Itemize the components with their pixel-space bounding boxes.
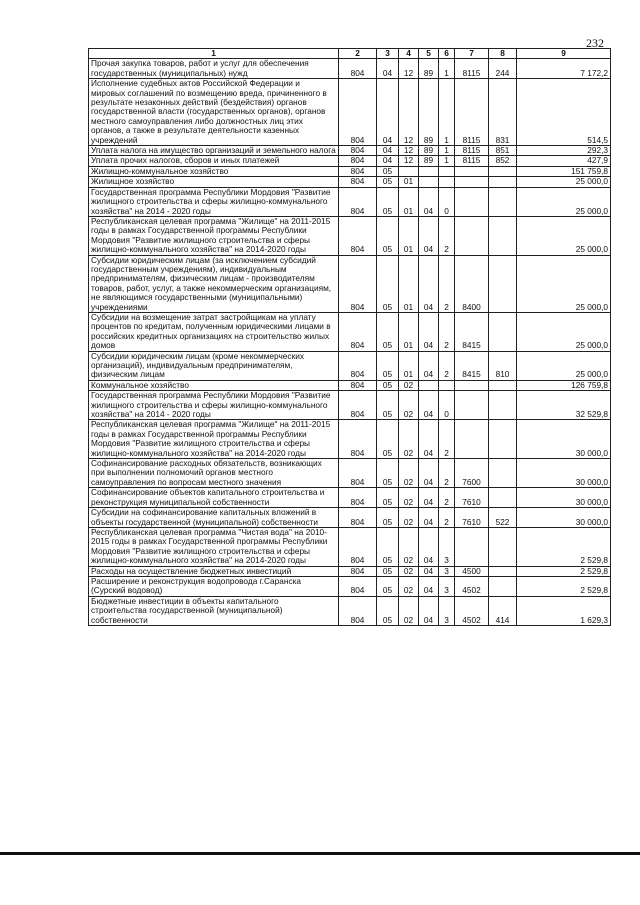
- row-code-expense-type: [489, 312, 517, 351]
- row-code-subsection: 02: [399, 508, 419, 528]
- row-code-subprogram: 3: [439, 576, 455, 596]
- row-code-section: 05: [377, 566, 399, 576]
- row-code-direction: [455, 380, 489, 390]
- row-sum: 2 529,8: [517, 576, 611, 596]
- row-code-expense-type: [489, 177, 517, 187]
- row-sum: 32 529,8: [517, 391, 611, 420]
- row-sum: 30 000,0: [517, 508, 611, 528]
- row-code-subsection: 01: [399, 255, 419, 312]
- row-code-subsection: 01: [399, 177, 419, 187]
- row-name: Уплата налога на имущество организаций и земельного налога: [89, 146, 339, 156]
- row-code-section: 05: [377, 351, 399, 380]
- table-row: [89, 566, 611, 576]
- row-code-subsection: 12: [399, 59, 419, 79]
- row-code-subsection: 01: [399, 312, 419, 351]
- row-code-admin: 804: [339, 488, 377, 508]
- row-code-admin: 804: [339, 566, 377, 576]
- row-code-admin: 804: [339, 59, 377, 79]
- row-code-section: 04: [377, 59, 399, 79]
- row-name: Субсидии юридическим лицам (кроме некоммерческих организаций), индивидуальным предпринимателям, физическим лицам: [89, 351, 339, 380]
- row-code-admin: 804: [339, 508, 377, 528]
- row-name: Уплата прочих налогов, сборов и иных платежей: [89, 156, 339, 166]
- row-code-program: 04: [419, 187, 439, 216]
- row-code-admin: 804: [339, 391, 377, 420]
- header-cell: 2: [339, 49, 377, 59]
- row-name: Республиканская целевая программа "Жилище" на 2011-2015 годы в рамках Государственной программы Республики Мордовия "Развитие жилищного строительства и сферы жилищно-коммунального хозяйства" на 2014-2020 годы: [89, 420, 339, 459]
- row-code-subsection: 02: [399, 566, 419, 576]
- row-code-admin: 804: [339, 596, 377, 625]
- row-code-admin: 804: [339, 146, 377, 156]
- budget-table: [88, 48, 611, 626]
- table-row: [89, 216, 611, 255]
- row-code-subprogram: 2: [439, 459, 455, 488]
- row-sum: 30 000,0: [517, 488, 611, 508]
- row-code-admin: 804: [339, 166, 377, 176]
- row-name: Жилищное хозяйство: [89, 177, 339, 187]
- row-code-expense-type: [489, 255, 517, 312]
- row-sum: 1 629,3: [517, 596, 611, 625]
- row-code-subsection: 02: [399, 459, 419, 488]
- row-code-program: 89: [419, 59, 439, 79]
- row-code-subprogram: 2: [439, 420, 455, 459]
- row-code-subprogram: 1: [439, 79, 455, 146]
- row-code-direction: 8415: [455, 351, 489, 380]
- row-code-section: 05: [377, 576, 399, 596]
- row-sum: 25 000,0: [517, 216, 611, 255]
- row-code-subprogram: 2: [439, 312, 455, 351]
- row-code-subsection: 02: [399, 576, 419, 596]
- row-code-subsection: [399, 166, 419, 176]
- table-row: [89, 187, 611, 216]
- row-code-section: 05: [377, 255, 399, 312]
- table-row: [89, 576, 611, 596]
- row-code-subprogram: 1: [439, 156, 455, 166]
- row-code-admin: 804: [339, 312, 377, 351]
- header-cell: 5: [419, 49, 439, 59]
- row-sum: 30 000,0: [517, 420, 611, 459]
- row-code-section: 05: [377, 380, 399, 390]
- row-name: Коммунальное хозяйство: [89, 380, 339, 390]
- row-code-direction: [455, 177, 489, 187]
- row-code-program: 04: [419, 312, 439, 351]
- row-code-expense-type: [489, 166, 517, 176]
- row-name: Расходы на осуществление бюджетных инвестиций: [89, 566, 339, 576]
- row-code-admin: 804: [339, 351, 377, 380]
- row-code-subsection: 12: [399, 156, 419, 166]
- header-cell: 8: [489, 49, 517, 59]
- table-header-row: [89, 49, 611, 59]
- row-code-subsection: 02: [399, 527, 419, 566]
- row-code-direction: 7610: [455, 488, 489, 508]
- row-name: Субсидии юридическим лицам (за исключением субсидий государственным учреждениям), индивидуальным предпринимателям, физическим лицам - производителям товаров, работ, услуг, а также некоммерческим организациям, не являющимся государственными (муниципальными) учреждениями: [89, 255, 339, 312]
- row-code-subsection: 12: [399, 79, 419, 146]
- table-row: [89, 156, 611, 166]
- row-code-subsection: 12: [399, 146, 419, 156]
- row-name: Бюджетные инвестиции в объекты капитального строительства государственной (муниципальной) собственности: [89, 596, 339, 625]
- row-sum: 25 000,0: [517, 187, 611, 216]
- row-sum: 25 000,0: [517, 177, 611, 187]
- row-name: Софинансирование объектов капитального строительства и реконструкция муниципальной собственности: [89, 488, 339, 508]
- row-code-expense-type: 851: [489, 146, 517, 156]
- row-code-admin: 804: [339, 380, 377, 390]
- row-code-subprogram: 0: [439, 391, 455, 420]
- row-code-section: 05: [377, 166, 399, 176]
- row-code-program: 89: [419, 146, 439, 156]
- row-code-admin: 804: [339, 420, 377, 459]
- row-sum: 25 000,0: [517, 255, 611, 312]
- row-code-direction: 8400: [455, 255, 489, 312]
- row-code-subprogram: 3: [439, 596, 455, 625]
- row-code-direction: 4502: [455, 576, 489, 596]
- row-code-admin: 804: [339, 79, 377, 146]
- row-name: Исполнение судебных актов Российской Федерации и мировых соглашений по возмещению вреда, причиненного в результате незаконных действий (бездействия) органов государственной власти (государственных органов), органов местного самоуправления либо должностных лиц этих органов, а также в результате деятельности казенных учреждений: [89, 79, 339, 146]
- row-code-program: 04: [419, 566, 439, 576]
- row-code-program: 04: [419, 527, 439, 566]
- row-sum: 514,5: [517, 79, 611, 146]
- table-row: [89, 79, 611, 146]
- row-sum: 25 000,0: [517, 312, 611, 351]
- row-code-admin: 804: [339, 527, 377, 566]
- row-code-subprogram: 2: [439, 488, 455, 508]
- row-code-subsection: 02: [399, 420, 419, 459]
- table-row: [89, 255, 611, 312]
- row-code-section: 05: [377, 312, 399, 351]
- row-code-expense-type: 810: [489, 351, 517, 380]
- table-row: [89, 508, 611, 528]
- table-row: [89, 312, 611, 351]
- row-code-subsection: 01: [399, 216, 419, 255]
- row-code-section: 05: [377, 527, 399, 566]
- row-sum: 7 172,2: [517, 59, 611, 79]
- row-code-subprogram: 2: [439, 216, 455, 255]
- row-code-direction: [455, 391, 489, 420]
- table-row: [89, 59, 611, 79]
- row-code-section: 05: [377, 596, 399, 625]
- row-code-program: [419, 166, 439, 176]
- row-code-subprogram: [439, 166, 455, 176]
- row-sum: 151 759,8: [517, 166, 611, 176]
- row-name: Республиканская целевая программа "Чистая вода" на 2010-2015 годы в рамках Государственной программы Республики Мордовия "Развитие жилищного строительства и сферы жилищно-коммунального хозяйства" на 2014-2020 годы: [89, 527, 339, 566]
- row-code-subprogram: [439, 380, 455, 390]
- row-code-expense-type: [489, 187, 517, 216]
- table-row: [89, 146, 611, 156]
- row-name: Жилищно-коммунальное хозяйство: [89, 166, 339, 176]
- header-cell: 7: [455, 49, 489, 59]
- row-code-program: 04: [419, 216, 439, 255]
- row-sum: 427,9: [517, 156, 611, 166]
- row-code-section: 05: [377, 187, 399, 216]
- row-code-direction: [455, 187, 489, 216]
- row-code-expense-type: 414: [489, 596, 517, 625]
- row-code-expense-type: [489, 459, 517, 488]
- row-sum: 25 000,0: [517, 351, 611, 380]
- row-name: Расширение и реконструкция водопровода г.Саранска (Сурский водовод): [89, 576, 339, 596]
- row-code-section: 05: [377, 177, 399, 187]
- row-name: Государственная программа Республики Мордовия "Развитие жилищного строительства и сферы жилищно-коммунального хозяйства" на 2014 - 2020 годы: [89, 187, 339, 216]
- row-code-program: 04: [419, 459, 439, 488]
- row-code-program: [419, 380, 439, 390]
- header-cell: 9: [517, 49, 611, 59]
- table-row: [89, 177, 611, 187]
- row-code-admin: 804: [339, 187, 377, 216]
- row-code-direction: 4502: [455, 596, 489, 625]
- row-name: Прочая закупка товаров, работ и услуг для обеспечения государственных (муниципальных) нужд: [89, 59, 339, 79]
- row-code-direction: 8115: [455, 146, 489, 156]
- row-code-program: 89: [419, 79, 439, 146]
- row-name: Софинансирование расходных обязательств, возникающих при выполнении полномочий органов местного самоуправления по вопросам местного значения: [89, 459, 339, 488]
- page-number: 232: [586, 36, 604, 50]
- row-code-expense-type: 522: [489, 508, 517, 528]
- row-code-section: 05: [377, 508, 399, 528]
- row-code-program: 04: [419, 596, 439, 625]
- row-sum: 2 529,8: [517, 527, 611, 566]
- row-name: Республиканская целевая программа "Жилище" на 2011-2015 годы в рамках Государственной программы Республики Мордовия "Развитие жилищного строительства и сферы жилищно-коммунального хозяйства" на 2014-2020 годы: [89, 216, 339, 255]
- row-code-direction: [455, 420, 489, 459]
- table-row: [89, 527, 611, 566]
- row-code-direction: [455, 216, 489, 255]
- row-code-direction: [455, 166, 489, 176]
- row-code-section: 04: [377, 156, 399, 166]
- row-code-direction: [455, 527, 489, 566]
- row-code-section: 05: [377, 420, 399, 459]
- row-code-admin: 804: [339, 459, 377, 488]
- row-code-admin: 804: [339, 216, 377, 255]
- row-code-program: 04: [419, 420, 439, 459]
- row-code-subprogram: 3: [439, 566, 455, 576]
- header-cell: 6: [439, 49, 455, 59]
- row-code-admin: 804: [339, 156, 377, 166]
- row-code-admin: 804: [339, 576, 377, 596]
- row-code-subprogram: 0: [439, 187, 455, 216]
- row-code-subsection: 01: [399, 351, 419, 380]
- row-code-section: 05: [377, 459, 399, 488]
- row-code-program: 89: [419, 156, 439, 166]
- row-code-expense-type: [489, 576, 517, 596]
- row-code-expense-type: [489, 380, 517, 390]
- row-code-subsection: 02: [399, 596, 419, 625]
- row-code-section: 05: [377, 488, 399, 508]
- row-code-expense-type: [489, 488, 517, 508]
- row-sum: 2 529,8: [517, 566, 611, 576]
- row-code-subsection: 02: [399, 488, 419, 508]
- row-code-program: 04: [419, 351, 439, 380]
- row-code-expense-type: [489, 420, 517, 459]
- row-code-expense-type: 244: [489, 59, 517, 79]
- row-code-program: 04: [419, 576, 439, 596]
- row-code-subprogram: 2: [439, 508, 455, 528]
- row-code-subprogram: 2: [439, 351, 455, 380]
- table-row: [89, 391, 611, 420]
- row-code-admin: 804: [339, 177, 377, 187]
- row-code-subprogram: 1: [439, 59, 455, 79]
- row-name: Государственная программа Республики Мордовия "Развитие жилищного строительства и сферы жилищно-коммунального хозяйства" на 2014 - 2020 годы: [89, 391, 339, 420]
- row-code-subsection: 02: [399, 380, 419, 390]
- row-code-subprogram: 1: [439, 146, 455, 156]
- table-row: [89, 459, 611, 488]
- row-code-direction: 7610: [455, 508, 489, 528]
- row-code-expense-type: 852: [489, 156, 517, 166]
- row-code-expense-type: 831: [489, 79, 517, 146]
- row-code-program: 04: [419, 255, 439, 312]
- row-code-subprogram: 2: [439, 255, 455, 312]
- header-cell: 1: [89, 49, 339, 59]
- row-name: Субсидии на возмещение затрат застройщикам на уплату процентов по кредитам, полученным юридическими лицами в российских кредитных организациях на строительство жилых домов: [89, 312, 339, 351]
- row-code-subsection: 02: [399, 391, 419, 420]
- table-row: [89, 420, 611, 459]
- row-code-direction: 8115: [455, 156, 489, 166]
- row-code-section: 05: [377, 216, 399, 255]
- row-code-section: 05: [377, 391, 399, 420]
- row-sum: 292,3: [517, 146, 611, 156]
- row-code-expense-type: [489, 566, 517, 576]
- row-code-direction: 8415: [455, 312, 489, 351]
- row-code-direction: 8115: [455, 59, 489, 79]
- row-code-program: 04: [419, 508, 439, 528]
- row-code-section: 04: [377, 79, 399, 146]
- table-row: [89, 351, 611, 380]
- table-row: [89, 488, 611, 508]
- row-code-section: 04: [377, 146, 399, 156]
- row-code-expense-type: [489, 216, 517, 255]
- row-sum: 126 759,8: [517, 380, 611, 390]
- row-code-direction: 8115: [455, 79, 489, 146]
- table-row: [89, 596, 611, 625]
- row-code-direction: 4500: [455, 566, 489, 576]
- row-code-subprogram: 3: [439, 527, 455, 566]
- table-row: [89, 166, 611, 176]
- row-code-expense-type: [489, 391, 517, 420]
- header-cell: 3: [377, 49, 399, 59]
- row-code-subprogram: [439, 177, 455, 187]
- row-code-expense-type: [489, 527, 517, 566]
- row-code-direction: 7600: [455, 459, 489, 488]
- header-cell: 4: [399, 49, 419, 59]
- row-name: Субсидии на софинансирование капитальных вложений в объекты государственной (муниципальной) собственности: [89, 508, 339, 528]
- row-code-program: [419, 177, 439, 187]
- row-code-program: 04: [419, 488, 439, 508]
- table-row: [89, 380, 611, 390]
- row-code-admin: 804: [339, 255, 377, 312]
- row-code-subsection: 01: [399, 187, 419, 216]
- row-sum: 30 000,0: [517, 459, 611, 488]
- bottom-rule: [0, 852, 640, 855]
- row-code-program: 04: [419, 391, 439, 420]
